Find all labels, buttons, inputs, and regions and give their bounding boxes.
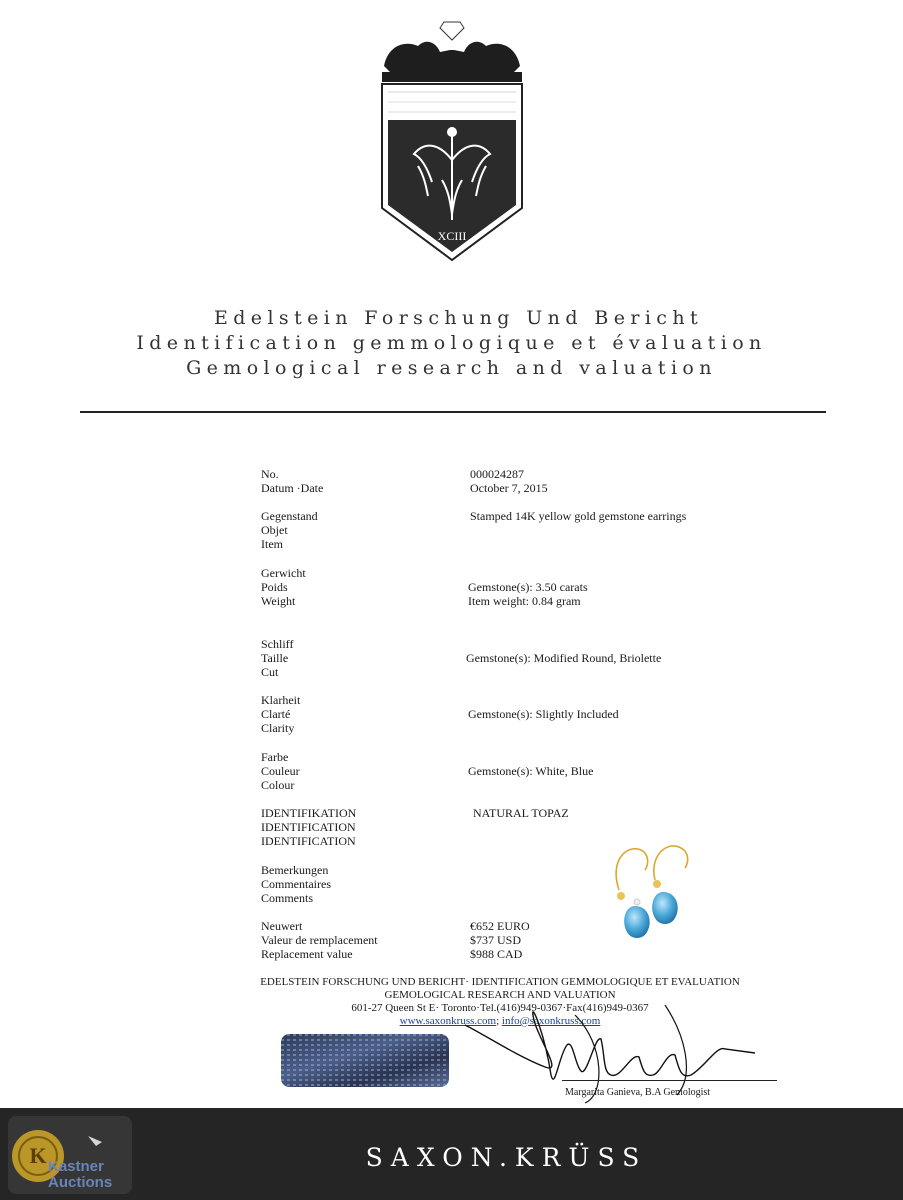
color-label-de: Farbe [261, 750, 289, 764]
footer-address: EDELSTEIN FORSCHUNG UND BERICHT· IDENTIFICATION GEMMOLOGIQUE ET EVALUATION GEMOLOGICAL RESEARCH AND VALUATION 601-27 Queen St E· Toronto·Tel.(416)949-0367·Fax(416)949-0367 www.saxonkruss.com; info@saxonkruss.com [200, 976, 800, 1028]
ident-label-de: IDENTIFIKATION [261, 806, 357, 820]
report-number: 000024287 [470, 467, 524, 481]
report-date: October 7, 2015 [470, 481, 548, 495]
email-link[interactable]: info@saxonkruss.com [501, 1015, 601, 1027]
cut-value: Gemstone(s): Modified Round, Briolette [466, 651, 662, 665]
header-titles [0, 306, 903, 381]
comments-label-fr: Commentaires [261, 877, 331, 891]
weight-label-en: Weight [261, 594, 296, 608]
weight-item: Item weight: 0.84 gram [468, 594, 581, 608]
value-label-en: Replacement value [261, 947, 353, 961]
kastner-auctions-logo [8, 1116, 132, 1194]
clarity-label-fr: Clarté [261, 707, 291, 721]
title-french: Identification gemmologique et évaluation [136, 332, 767, 354]
color-value: Gemstone(s): White, Blue [468, 764, 594, 778]
item-label-fr: Objet [261, 523, 288, 537]
logo-text-1: Kastner [48, 1158, 104, 1175]
header-divider [80, 411, 826, 413]
no-label: No. [261, 467, 279, 481]
value-label-fr: Valeur de remplacement [261, 933, 378, 947]
cut-label-de: Schliff [261, 637, 294, 651]
color-label-fr: Couleur [261, 764, 300, 778]
gemologist-name: Margarita Ganieva, B.A Gemologist [565, 1087, 711, 1098]
footer-line-2: GEMOLOGICAL RESEARCH AND VALUATION [384, 989, 616, 1001]
clarity-label-en: Clarity [261, 721, 295, 735]
comments-label-de: Bemerkungen [261, 863, 329, 877]
item-label-en: Item [261, 537, 283, 551]
ident-label-fr: IDENTIFICATION [261, 820, 356, 834]
item-value: Stamped 14K yellow gold gemstone earrings [470, 509, 687, 523]
title-english: Gemological research and valuation [186, 357, 717, 379]
date-label: Datum ·Date [261, 481, 324, 495]
footer-line-3: 601-27 Queen St E· Toronto·Tel.(416)949-0367·Fax(416)949-0367 [351, 1002, 649, 1014]
comments-label-en: Comments [261, 891, 314, 905]
earrings-photo [605, 840, 705, 960]
website-link[interactable]: www.saxonkruss.com [399, 1015, 497, 1027]
ident-label-en: IDENTIFICATION [261, 834, 356, 848]
weight-gemstone: Gemstone(s): 3.50 carats [468, 580, 588, 594]
value-usd: $737 USD [470, 933, 522, 947]
item-label-de: Gegenstand [261, 509, 318, 523]
svg-text:K: K [29, 1143, 47, 1168]
signature-line [562, 1080, 777, 1081]
crest-emblem [378, 20, 526, 265]
ident-value: NATURAL TOPAZ [473, 806, 569, 820]
crest-numeral: XCIII [437, 229, 467, 243]
value-label-de: Neuwert [261, 919, 303, 933]
value-cad: $988 CAD [470, 947, 523, 961]
value-euro: €652 EURO [470, 919, 530, 933]
logo-text-2: Auctions [48, 1174, 113, 1191]
clarity-label-de: Klarheit [261, 693, 301, 707]
clarity-value: Gemstone(s): Slightly Included [468, 707, 619, 721]
cut-label-fr: Taille [261, 651, 289, 665]
title-german: Edelstein Forschung Und Bericht [213, 307, 704, 329]
color-label-en: Colour [261, 778, 295, 792]
footer-line-1: EDELSTEIN FORSCHUNG UND BERICHT· IDENTIFICATION GEMMOLOGIQUE ET EVALUATION [260, 976, 740, 988]
weight-label-fr: Poids [261, 580, 288, 594]
cut-label-en: Cut [261, 665, 279, 679]
weight-label-de: Gerwicht [261, 566, 306, 580]
brand-name: SAXON.KRÜSS [365, 1143, 648, 1172]
hologram-seal [281, 1034, 449, 1087]
